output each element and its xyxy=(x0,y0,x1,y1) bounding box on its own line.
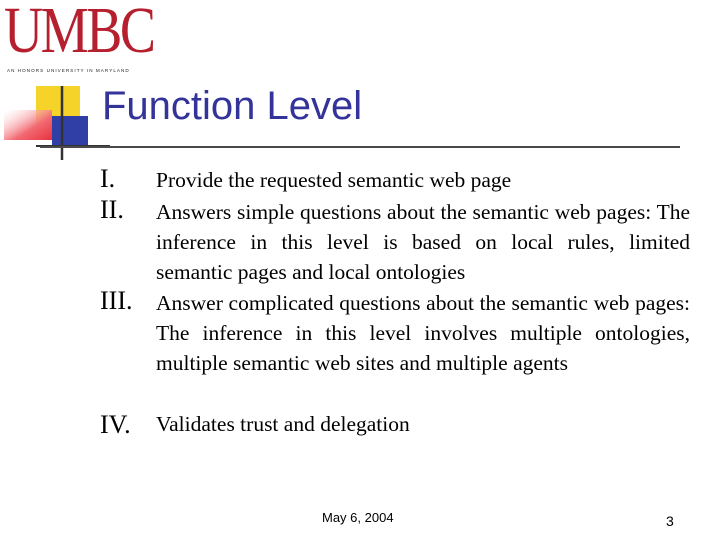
blue-square xyxy=(52,116,88,148)
slide-title: Function Level xyxy=(102,84,363,128)
list-numeral: III. xyxy=(100,286,133,315)
footer-date: May 6, 2004 xyxy=(322,510,394,525)
title-underline xyxy=(40,146,680,148)
list-item: Validates trust and delegation xyxy=(156,412,410,436)
list-item: Provide the requested semantic web page xyxy=(156,168,512,192)
logo-tagline: AN HONORS UNIVERSITY IN MARYLAND xyxy=(7,68,130,73)
umbc-logo xyxy=(4,0,154,76)
title-decoration xyxy=(0,86,110,166)
list-item: Answers simple questions about the semantic web pages: The inference in this level is based on local rules, limited semantic pages and local ontologies xyxy=(156,200,690,284)
red-square xyxy=(4,110,52,140)
list-item: Answer complicated questions about the semantic web pages: The inference in this level involves multiple ontologies, multiple semantic web sites and multiple agents xyxy=(156,291,690,375)
list-numeral: I. xyxy=(100,164,116,193)
logo-wordmark: UMBC xyxy=(4,0,154,67)
list-numeral: II. xyxy=(100,195,124,224)
list-numeral: IV. xyxy=(100,410,131,439)
page-number: 3 xyxy=(666,513,674,529)
